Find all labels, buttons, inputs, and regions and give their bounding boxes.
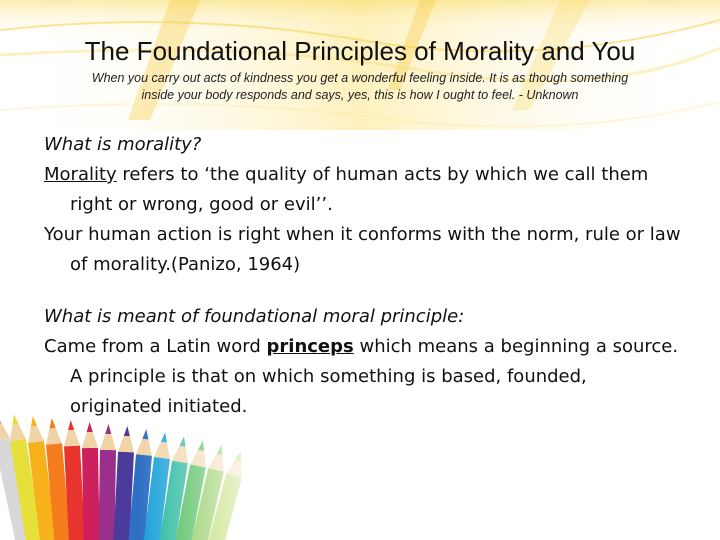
epigraph-quote: [50, 70, 670, 104]
morality-definition: [44, 160, 684, 220]
term-morality: Morality: [44, 164, 117, 185]
quote-line-1: When you carry out acts of kindness you get a wonderful feeling inside. It is as though something: [91, 71, 629, 85]
question-morality: What is morality?: [44, 134, 202, 155]
latin-explanation-text: which means a beginning a source. A principle is that on which something is based, founded, originated initiated.: [70, 336, 679, 417]
latin-intro-text: Came from a Latin word: [44, 336, 267, 357]
slide-title: The Foundational Principles of Morality and You: [84, 36, 636, 66]
term-princeps: princeps: [266, 336, 354, 357]
human-action-statement: Your human action is right when it conforms with the norm, rule or law of morality.(Panizo, 1964): [44, 224, 681, 275]
morality-definition-text: refers to ‘the quality of human acts by which we call them right or wrong, good or evil’’.: [70, 164, 649, 215]
spacer: [44, 280, 684, 302]
quote-line-2: inside your body responds and says, yes, this is how I ought to feel. - Unknown: [141, 88, 579, 102]
principle-definition: [44, 332, 684, 422]
slide-body: [44, 130, 684, 422]
question-foundational-principle: What is meant of foundational moral principle:: [44, 306, 465, 327]
